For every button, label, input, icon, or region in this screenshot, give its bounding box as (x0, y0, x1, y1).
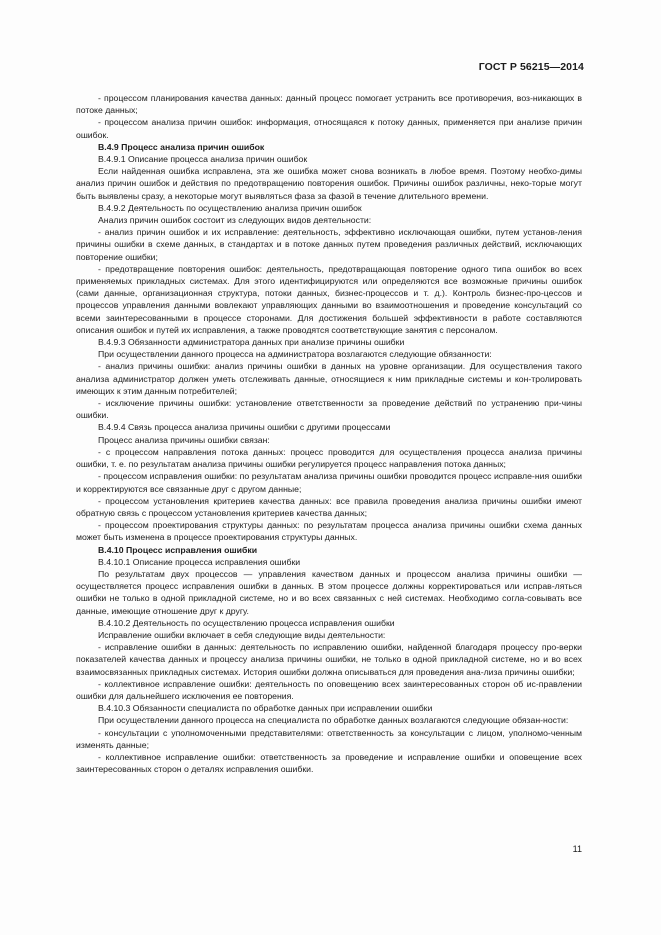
paragraph: Если найденная ошибка исправлена, эта же ошибка может снова возникать в любое время. Поэтому необхо-димы анализ причин ошибок и действия по предотвращению повторения ошибок. Причины ошибок различны, неко-торые могут быть выявлены сразу, а некоторые могут выявляться фаза за фазой в течение длительного времени. (76, 166, 582, 201)
paragraph: - анализ причин ошибок и их исправление: деятельность, эффективно исключающая ошибки, путем установ-ления причины ошибки в схеме данных, в стандартах и в потоке данных путем проведения различных действий, исключающих повторение ошибки; (76, 227, 582, 262)
paragraph: При осуществлении данного процесса на специалиста по обработке данных возлагаются следующие обязан-ности: (98, 715, 569, 726)
paragraph: В.4.10.2 Деятельность по осуществлению процесса исправления ошибки (98, 617, 395, 628)
paragraph: - с процессом направления потока данных: процесс проводится для осуществления процесса анализа причины ошибки, т. е. по результатам анализа причины ошибки регулируется процесс направления потока данных; (76, 446, 582, 470)
paragraph: В.4.9.1 Описание процесса анализа причин ошибок (98, 154, 308, 165)
paragraph: - процессом анализа причин ошибок: информация, относящаяся к потоку данных, применяется при анализе причин ошибок. (76, 117, 582, 140)
paragraph: - коллективное исправление ошибки: ответственность за проведение и исправление ошибки и оповещение всех заинтересованных сторон о деталях исправления ошибки. (76, 751, 582, 775)
paragraph: В.4.9.4 Связь процесса анализа причины ошибки с другими процессами (98, 422, 391, 433)
paragraph: При осуществлении данного процесса на администратора возлагаются следующие обязанности: (98, 349, 492, 360)
paragraph: - консультации с уполномоченными представителями: ответственность за консультации с лицом, уполномо-ченным изменять данные; (76, 727, 582, 750)
standard-header: ГОСТ Р 56215—2014 (478, 61, 584, 73)
paragraph: Исправление ошибки включает в себя следующие виды деятельности: (98, 629, 386, 640)
paragraph: - процессом установления критериев качества данных: все правила проведения анализа причины ошибки имеют обратную связь с процессом установления критериев качества данных; (76, 495, 582, 518)
paragraph: - процессом проектирования структуры данных: по результатам процесса анализа причины ошибки схема данных может быть изменена в процессе проектирования структуры данных. (76, 520, 582, 543)
paragraph: В.4.9.2 Деятельность по осуществлению анализа причин ошибок (98, 202, 362, 213)
section-heading: В.4.9 Процесс анализа причин ошибок (98, 141, 265, 152)
document-body (76, 92, 582, 775)
paragraph: Процесс анализа причины ошибки связан: (98, 434, 270, 445)
paragraph: - исключение причины ошибки: установление ответственности за проведение действий по устранению при-чины ошибки. (76, 398, 582, 421)
paragraph: - процессом исправления ошибки: по результатам анализа причины ошибки проводится процесс исправле-ния ошибки и корректируются все связанные друг с другом данные; (76, 471, 582, 494)
paragraph: - коллективное исправление ошибки: деятельность по оповещению всех заинтересованных сторон об ис-правлении ошибки для дальнейшего исключения ее повторения. (76, 678, 582, 701)
paragraph: В.4.9.3 Обязанности администратора данных при анализе причины ошибки (98, 337, 405, 348)
paragraph: В.4.10.3 Обязанности специалиста по обработке данных при исправлении ошибки (98, 703, 433, 714)
paragraph: - процессом планирования качества данных: данный процесс помогает устранить все противоречия, воз-никающих в потоке данных; (76, 93, 582, 116)
paragraph: Анализ причин ошибок состоит из следующих видов деятельности: (98, 215, 372, 226)
paragraph: - предотвращение повторения ошибок: деятельность, предотвращающая повторение одного типа ошибок во всех применяемых прикладных системах. Для этого идентифицируются или определяются все возможные причины ошибок (сами данные, организационная структура, потоки данных, бизнес-процессов и т. д.). Контроль бизнес-про-цессов и процессов управления данными вовлекают управляющих данными во взаимоотношения и проведение консультаций со всеми заинтересованными в процессе сторонами. Для достижения большей эффективности в работе составляются описания ошибок и путей их исправления, а также проводятся соответствующие занятия с персоналом. (76, 263, 582, 335)
section-heading: В.4.10 Процесс исправления ошибки (98, 544, 258, 555)
paragraph: - анализ причины ошибки: анализ причины ошибки в данных на уровне организации. Для осуществления такого анализа администратор должен уметь отслеживать данные, относящиеся к ним прикладные системы и кон-тролировать имеющих к этим данным потребителей; (76, 361, 582, 396)
paragraph: По результатам двух процессов — управления качеством данных и процессом анализа причины ошибки — осуществляется процесс исправления ошибки в данных. В этом процессе должны корректироваться или исправ-ляться ошибки не только в одной прикладной системе, но и во всех связанных с ней системах. Необходимо согла-совывать все данные, имеющие отношение друг к другу. (76, 568, 582, 616)
paragraph: В.4.10.1 Описание процесса исправления ошибки (98, 556, 301, 567)
paragraph: - исправление ошибки в данных: деятельность по исправлению ошибки, найденной благодаря процессу про-верки показателей качества данных и процессу анализа причины ошибки, не только в одной прикладной системе, но и во всех взаимосвязанных прикладных системах. История ошибки должна описываться для проведения ана-лиза причины ошибки; (76, 642, 582, 677)
page-number: 11 (572, 844, 582, 854)
